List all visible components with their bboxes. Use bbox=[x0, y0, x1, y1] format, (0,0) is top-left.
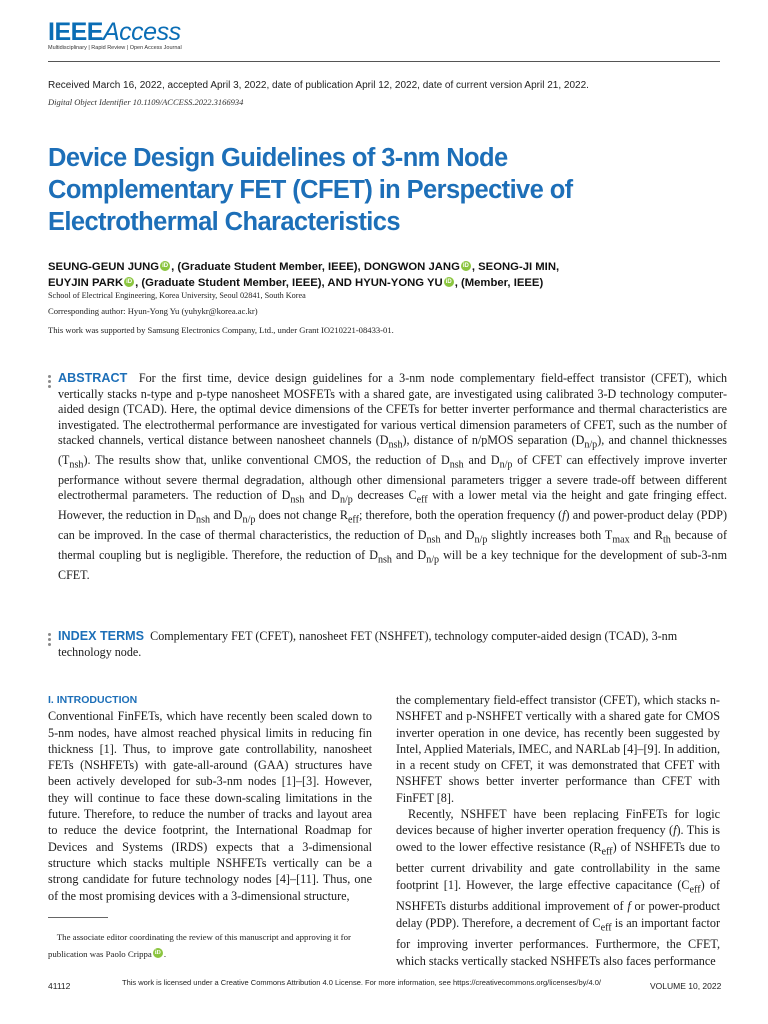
body-text: ) of NSHFETs due to better current drivability and gate controllability in the same footprint [1]. However, the large effective capacitance (C bbox=[396, 839, 720, 892]
symbol-f: f bbox=[627, 899, 631, 914]
publication-dates: Received March 16, 2022, accepted April 3, 2022, date of publication April 12, 2022, date of current version April 21, 2022. bbox=[48, 80, 589, 91]
abstract-text: and D bbox=[391, 548, 427, 563]
subscript: eff bbox=[600, 922, 612, 934]
abstract-text: and D bbox=[463, 452, 500, 467]
author-role: , (Member, IEEE) bbox=[454, 277, 544, 289]
body-paragraph: the complementary field-effect transistor (CFET), which stacks n-NSHFET and p-NSHFET vertically with a shared gate for CMOS inverter operation in one device, has recently been suggested by Intel, Applied Materials, IMEC, and NARLab [4]–[9]. In addition, in a recent study on CFET, it was demonstrated that CFET with NSHFET shows better inverter performance than CFET with FinFET [8]. bbox=[396, 693, 720, 805]
footnote-end: . bbox=[163, 948, 167, 959]
subscript: eff bbox=[689, 884, 701, 896]
author-name[interactable]: SEONG-JI MIN, bbox=[478, 261, 560, 273]
abstract-text: For the first time, device design guidelines for a 3-nm node complementary field-effect transistor (CFET), which vertically stacks n-type and p-type nanosheet MOSFETs with a shared gate, are investigated using calibrated 3-D technology computer-aided design (TCAD). Here, the optimal device dimensions of the CFETs for better inverter performance and thermal characteristics are investigated. The electrothermal performance are investigated for various vertical dimension parameters of CFET, such as the number of stacked channels, vertical distance between nanosheet channels (D bbox=[58, 371, 727, 447]
subscript: nsh bbox=[388, 439, 403, 451]
subscript: nsh bbox=[426, 534, 441, 546]
symbol-f: f bbox=[673, 823, 677, 838]
body-paragraph bbox=[396, 806, 720, 969]
author-list bbox=[48, 259, 728, 291]
index-terms-text: Complementary FET (CFET), nanosheet FET (NSHFET), technology computer-aided design (TCAD), 3-nm technology node. bbox=[58, 629, 678, 659]
abstract-text: ), distance of n/pMOS separation (D bbox=[402, 433, 585, 447]
subscript: nsh bbox=[290, 494, 305, 506]
abstract-text: of CFET can effectively improve inverter performance without severe thermal degradation, although other dimensional parameters trigger a severe trade-off between different electrothermal parameters. The reduction of D bbox=[58, 452, 728, 503]
subscript: n/p bbox=[426, 554, 440, 566]
body-paragraph: Conventional FinFETs, which have recently been scaled down to 5-nm nodes, have almost reached physical limits in reducing fin thickness [1]. Thus, to improve gate controllability, nanosheet FETs (NSHFETs) with gate-all-around (GAA) structures have been actively developed for sub-3-nm nodes [1]–[3]. However, they will continue to face these down-scaling limitations in the future. Therefore, to reduce the number of tracks and layout area to reduce the device footprint, the International Roadmap for Devices and Systems (IRDS) expects that a 3-dimensional structure which stacks multiple NSHFETs vertically can be a strong candidate for future technology nodes [4]–[11]. Thus, one of the most promising devices with a 3-dimensional structure, bbox=[48, 709, 372, 903]
license-note[interactable]: This work is licensed under a Creative Commons Attribution 4.0 License. For more information, see https://creativecommons.org/licenses/by/4.0/ bbox=[122, 978, 601, 987]
subscript: nsh bbox=[449, 459, 464, 471]
doi[interactable]: Digital Object Identifier 10.1109/ACCESS.2022.3166934 bbox=[48, 97, 244, 107]
subscript: n/p bbox=[584, 439, 598, 451]
header-divider bbox=[48, 61, 720, 62]
abstract-text: ). The results show that, unlike conventional CMOS, the reduction of D bbox=[83, 452, 450, 467]
journal-logo bbox=[48, 18, 182, 51]
author-role: , (Graduate Student Member, IEEE), bbox=[171, 261, 364, 273]
section-dots-icon bbox=[48, 633, 52, 648]
index-terms bbox=[58, 629, 727, 660]
abstract-text: and D bbox=[210, 508, 243, 523]
author-name[interactable]: EUYJIN PARK bbox=[48, 277, 124, 289]
abstract-text: does not change R bbox=[255, 508, 348, 523]
corresponding-author: Corresponding author: Hyun-Yong Yu (yuhykr@korea.ac.kr) bbox=[48, 306, 258, 316]
volume-label: VOLUME 10, 2022 bbox=[650, 981, 722, 991]
subscript: nsh bbox=[196, 514, 211, 526]
orcid-icon[interactable]: iD bbox=[162, 263, 169, 269]
author-sep: , bbox=[471, 261, 479, 273]
footnote-divider bbox=[48, 917, 108, 918]
subscript: eff bbox=[601, 846, 613, 858]
body-text: Recently, NSHFET have been replacing FinFETs for logic devices because of higher inverter operation frequency ( bbox=[396, 807, 720, 838]
abstract bbox=[58, 371, 727, 583]
subscript: n/p bbox=[339, 494, 353, 506]
body-text: is an important factor for improving inverter performances. Furthermore, the CFET, which stacks vertically stacked NSHFETs also faces performance bbox=[396, 915, 721, 968]
abstract-text: because of thermal coupling but is negligible. Therefore, the reduction of D bbox=[58, 528, 727, 563]
section-dots-icon bbox=[48, 375, 52, 390]
body-text: ). This is owed to the lower effective resistance (R bbox=[396, 823, 720, 854]
subscript: eff bbox=[416, 494, 428, 506]
logo-ieee: IEEE bbox=[48, 18, 103, 46]
subscript: n/p bbox=[474, 534, 488, 546]
body-text: or power-product delay (PDP). Therefore, a decrement of C bbox=[396, 899, 720, 930]
abstract-text: slightly increases both T bbox=[487, 528, 613, 543]
editor-footnote bbox=[48, 929, 372, 962]
abstract-text: ; therefore, both the operation frequency ( bbox=[358, 508, 563, 523]
abstract-heading: ABSTRACT bbox=[58, 371, 128, 385]
symbol-f: f bbox=[562, 508, 566, 523]
section-heading-introduction: I. INTRODUCTION bbox=[48, 694, 138, 706]
subscript: th bbox=[663, 534, 671, 546]
footnote-text: The associate editor coordinating the review of this manuscript and approving it for publication was Paolo Crippa bbox=[48, 932, 351, 959]
subscript: n/p bbox=[499, 459, 513, 471]
abstract-text: ) and power-product delay (PDP) can be improved. In the case of thermal characteristics, the reduction of D bbox=[58, 508, 727, 543]
author-name[interactable]: HYUN-YONG YU bbox=[355, 277, 443, 289]
subscript: nsh bbox=[377, 554, 392, 566]
abstract-text: and D bbox=[440, 528, 475, 543]
subscript: max bbox=[612, 534, 630, 546]
abstract-text: with a lower metal via the height and gate fringing effect. However, the reduction in D bbox=[58, 488, 727, 523]
funding-note: This work was supported by Samsung Electronics Company, Ltd., under Grant IO210221-08433-01. bbox=[48, 325, 394, 335]
index-terms-heading: INDEX TERMS bbox=[58, 629, 145, 643]
page-number: 41112 bbox=[48, 981, 71, 991]
affiliation: School of Electrical Engineering, Korea University, Seoul 02841, South Korea bbox=[48, 291, 306, 300]
orcid-icon[interactable]: iD bbox=[126, 279, 133, 285]
abstract-text: and R bbox=[629, 528, 663, 543]
author-name[interactable]: SEUNG-GEUN JUNG bbox=[48, 261, 160, 273]
orcid-icon[interactable]: iD bbox=[445, 279, 452, 285]
abstract-text: ), and channel thicknesses (T bbox=[58, 433, 727, 467]
subscript: nsh bbox=[69, 459, 84, 471]
column-right bbox=[396, 692, 720, 969]
column-left bbox=[48, 692, 372, 904]
author-role: , (Graduate Student Member, IEEE), AND bbox=[135, 277, 356, 289]
orcid-icon[interactable]: iD bbox=[154, 949, 161, 956]
abstract-text: decreases C bbox=[352, 488, 417, 503]
logo-access: Access bbox=[102, 18, 181, 46]
logo-tagline: Multidisciplinary | Rapid Review | Open Access Journal bbox=[48, 45, 182, 51]
abstract-text: will be a key technique for the development of sub-3-nm CFET. bbox=[58, 548, 728, 582]
paper-title: Device Design Guidelines of 3-nm Node Complementary FET (CFET) in Perspective of Electrothermal Characteristics bbox=[48, 144, 573, 236]
author-name[interactable]: DONGWON JANG bbox=[363, 261, 460, 273]
subscript: n/p bbox=[242, 514, 256, 526]
subscript: eff bbox=[347, 514, 359, 526]
abstract-text: and D bbox=[304, 488, 340, 503]
orcid-icon[interactable]: iD bbox=[462, 263, 469, 269]
body-text: ) of NSHFETs disturbs additional improvement of bbox=[396, 877, 720, 914]
